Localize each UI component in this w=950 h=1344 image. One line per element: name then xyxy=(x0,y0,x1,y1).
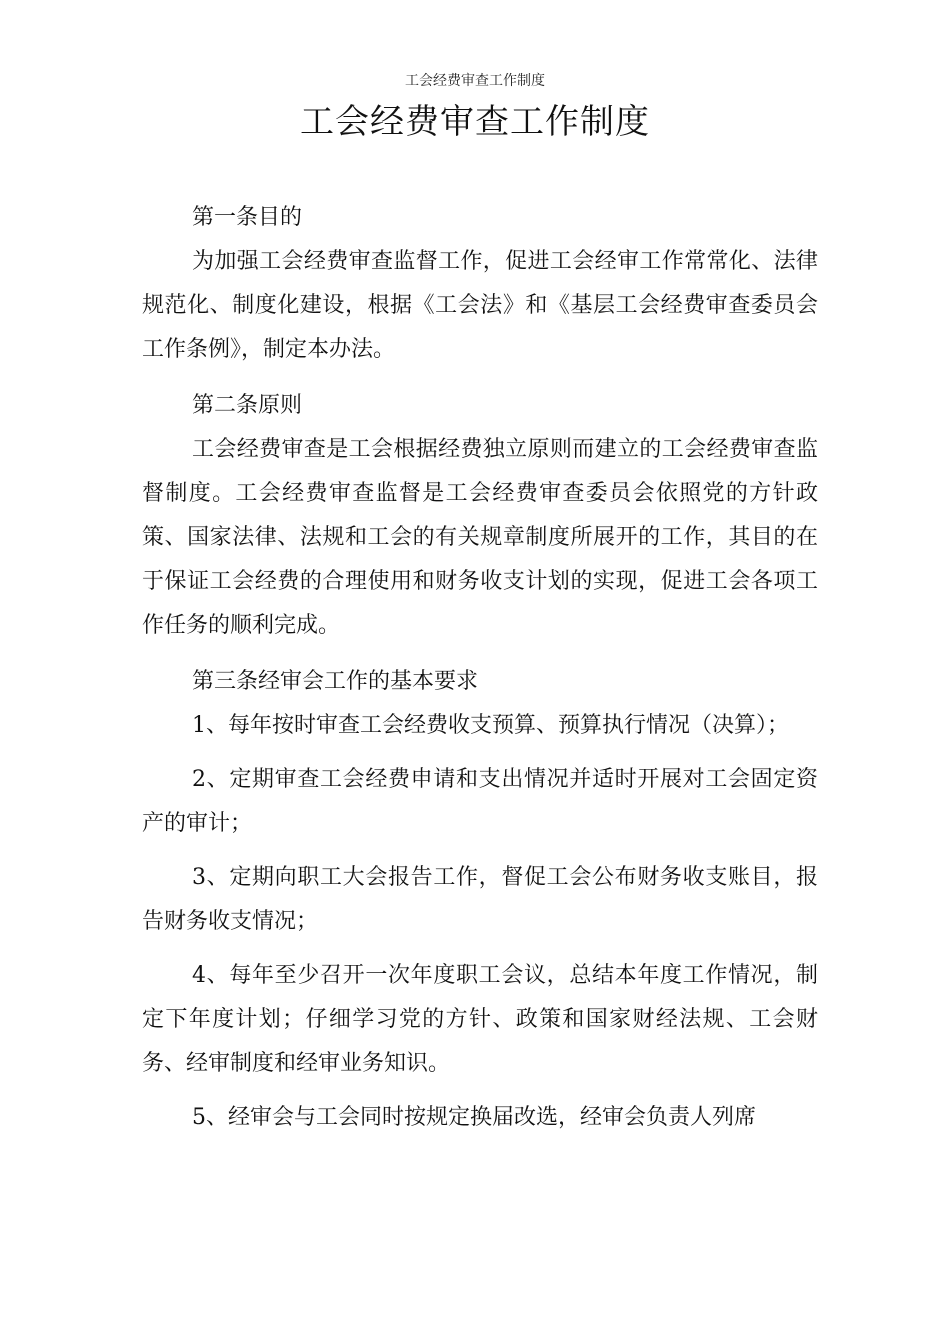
document-title: 工会经费审查工作制度 xyxy=(300,102,650,142)
section-3-item-2: 2、定期审查工会经费申请和支出情况并适时开展对工会固定资产的审计； xyxy=(142,767,818,836)
section-heading-1: 第一条目的 xyxy=(192,205,303,230)
section-heading-3: 第三条经审会工作的基本要求 xyxy=(192,669,479,694)
section-1-paragraph-1: 为加强工会经费审查监督工作，促进工会经审工作常常化、法律规范化、制度化建设，根据《工会法》和《基层工会经费审查委员会工作条例》，制定本办法。 xyxy=(142,249,818,362)
section-2-paragraph-1: 工会经费审查是工会根据经费独立原则而建立的工会经费审查监督制度。工会经费审查监督是工会经费审查委员会依照党的方针政策、国家法律、法规和工会的有关规章制度所展开的工作，其目的在于保证工会经费的合理使用和财务收支计划的实现，促进工会各项工作任务的顺利完成。 xyxy=(142,437,818,638)
section-3-item-4: 4、每年至少召开一次年度职工会议，总结本年度工作情况，制定下年度计划；仔细学习党的方针、政策和国家财经法规、工会财务、经审制度和经审业务知识。 xyxy=(142,963,818,1076)
document-body xyxy=(142,196,818,1150)
section-3-item-3: 3、定期向职工大会报告工作，督促工会公布财务收支账目，报告财务收支情况； xyxy=(142,865,818,934)
section-3-item-1: 1、每年按时审查工会经费收支预算、预算执行情况（决算）； xyxy=(192,713,789,738)
running-header: 工会经费审查工作制度 xyxy=(405,73,545,89)
section-3-item-5: 5、经审会与工会同时按规定换届改选，经审会负责人列席 xyxy=(192,1105,756,1130)
section-heading-2: 第二条原则 xyxy=(192,393,303,418)
